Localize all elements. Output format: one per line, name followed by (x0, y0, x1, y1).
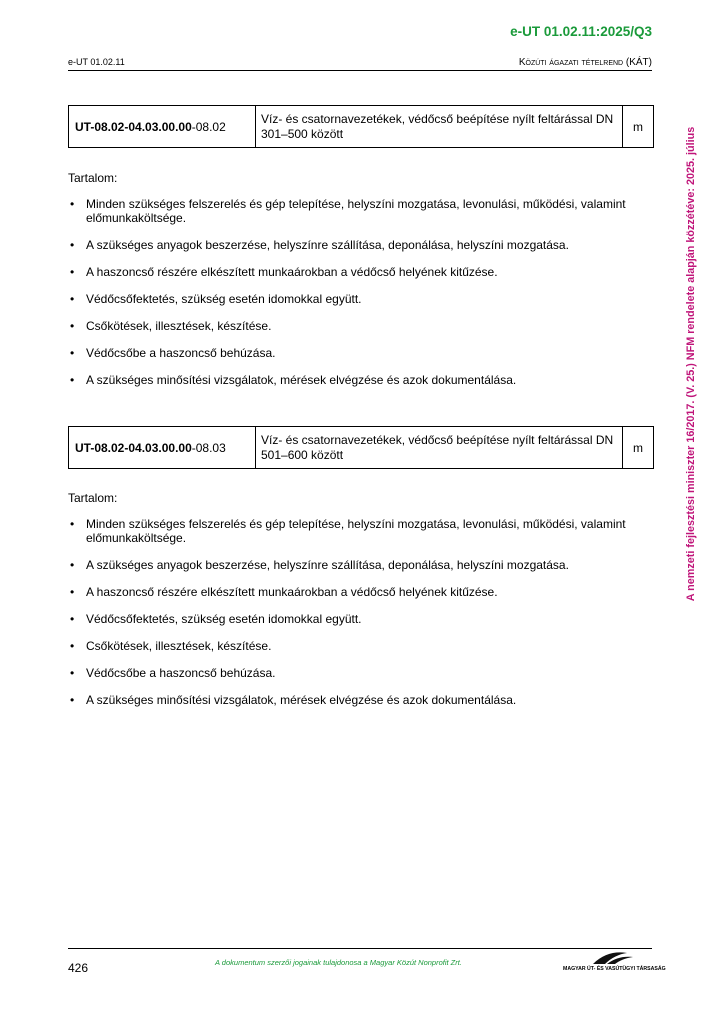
list-item: • A szükséges minősítési vizsgálatok, mérések elvégzése és azok dokumentálása. (68, 693, 654, 707)
road-swoosh-logo-icon (563, 950, 655, 966)
publisher-logo (563, 950, 666, 972)
item-description: Víz- és csatornavezetékek, védőcső beépítése nyílt feltárással DN 301–500 között (256, 106, 623, 148)
item-code: UT-08.02-04.03.00.00-08.02 (69, 106, 256, 148)
content-label: Tartalom: (68, 491, 118, 505)
item-code: UT-08.02-04.03.00.00-08.03 (69, 427, 256, 469)
content-label: Tartalom: (68, 171, 118, 185)
list-item: • Védőcsőfektetés, szükség esetén idomokkal együtt. (68, 292, 654, 306)
document-code: e-UT 01.02.11:2025/Q3 (510, 24, 652, 39)
list-item: • Csőkötések, illesztések, készítése. (68, 639, 654, 653)
item-unit: m (623, 106, 654, 148)
side-note-text: A nemzeti fejlesztési miniszter 16/2017. (V. 25.) NFM rendelete alapján közzétéve: 2025. július (685, 126, 697, 602)
item-table-1 (68, 105, 654, 148)
footer-divider (68, 948, 652, 949)
item-table-2 (68, 426, 654, 469)
list-item: • A szükséges anyagok beszerzése, helyszínre szállítása, deponálása, helyszíni mozgatása. (68, 558, 654, 572)
side-note (684, 96, 698, 632)
list-item: • A haszoncső részére elkészített munkaárokban a védőcső helyének kitűzése. (68, 585, 654, 599)
list-item: • A szükséges anyagok beszerzése, helyszínre szállítása, deponálása, helyszíni mozgatása. (68, 238, 654, 252)
content-list-2 (68, 517, 654, 720)
header-left: e-UT 01.02.11 (68, 57, 125, 67)
copyright-notice: A dokumentum szerzői jogainak tulajdonosa a Magyar Közút Nonprofit Zrt. (215, 958, 462, 967)
list-item: • A szükséges minősítési vizsgálatok, mérések elvégzése és azok dokumentálása. (68, 373, 654, 387)
list-item: • Csőkötések, illesztések, készítése. (68, 319, 654, 333)
header-right: Közúti ágazati tételrend (KÁT) (518, 57, 652, 68)
list-item: • Minden szükséges felszerelés és gép telepítése, helyszíni mozgatása, levonulási, működési, valamint előmunkaköltsége. (68, 197, 654, 225)
list-item: • Védőcsőfektetés, szükség esetén idomokkal együtt. (68, 612, 654, 626)
list-item: • Védőcsőbe a haszoncső behúzása. (68, 346, 654, 360)
content-list-1 (68, 197, 654, 400)
table-row (69, 427, 654, 469)
page-number: 426 (68, 961, 89, 975)
running-header (68, 57, 652, 71)
list-item: • A haszoncső részére elkészített munkaárokban a védőcső helyének kitűzése. (68, 265, 654, 279)
item-description: Víz- és csatornavezetékek, védőcső beépítése nyílt feltárással DN 501–600 között (256, 427, 623, 469)
logo-text: MAGYAR ÚT- ÉS VASÚTÜGYI TÁRSASÁG (563, 966, 666, 972)
list-item: • Minden szükséges felszerelés és gép telepítése, helyszíni mozgatása, levonulási, működési, valamint előmunkaköltsége. (68, 517, 654, 545)
table-row (69, 106, 654, 148)
item-unit: m (623, 427, 654, 469)
list-item: • Védőcsőbe a haszoncső behúzása. (68, 666, 654, 680)
